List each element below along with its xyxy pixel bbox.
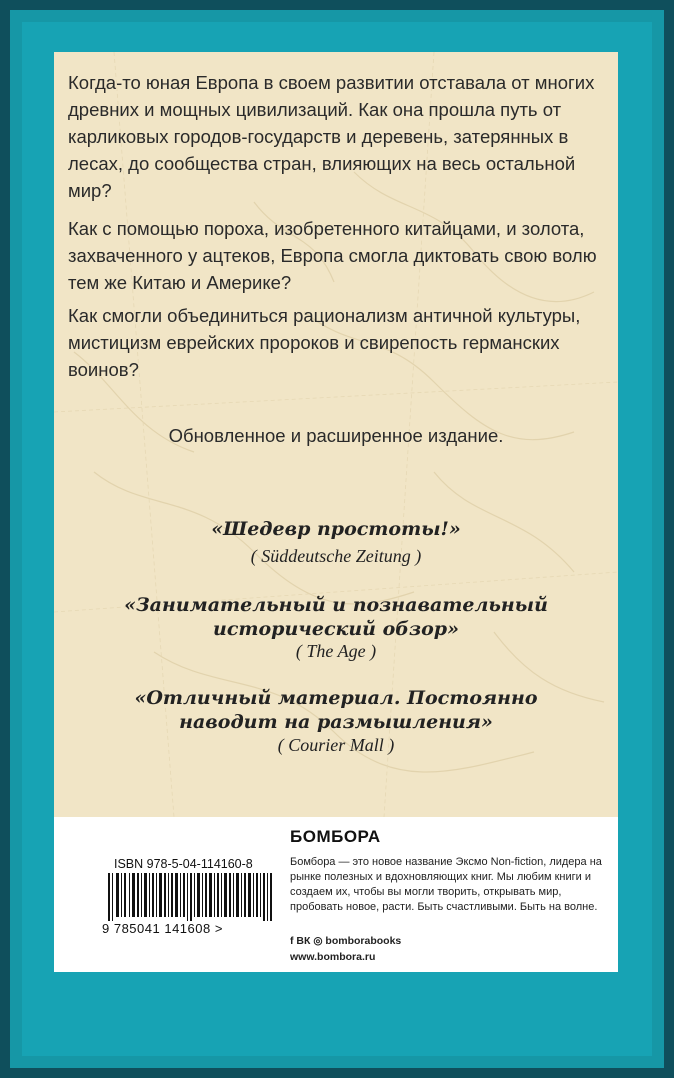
edition-note: Обновленное и расширенное издание. [168, 425, 504, 446]
quote-3-line-1: «Отличный материал. Постоянно [134, 687, 538, 709]
description-paragraph-2: Как с помощью пороха, изобретенного китайцами, и золота, захваченного у ацтеков, Европа смогла диктовать свою волю тем же Китаю и Америке? [68, 218, 597, 293]
quote-2-source: ( The Age ) [295, 641, 377, 661]
description-paragraph-3: Как смогли объединиться рационализм античной культуры, мистицизм еврейских пророков и свирепость германских воинов? [68, 305, 581, 380]
quote-2-line-2: исторический обзор» [213, 618, 459, 640]
social-handle: bomborabooks [325, 935, 402, 947]
isbn-label: ISBN 978-5-04-114160-8 [114, 857, 253, 871]
publisher-blurb: Бомбора — это новое название Эксмо Non-fiction, лидера на рынке полезных и вдохновляющих книг. Мы любим книги и создаем их, чтобы вы могли творить, открывать мир, пробовать новое, расти. Быть счастливыми. Быть на волне. [290, 856, 602, 913]
quote-1: «Шедевр простоты!» [211, 518, 461, 540]
quote-3-line-2: наводит на размышления» [179, 711, 493, 733]
social-links[interactable] [290, 935, 401, 947]
barcode-number: 9 785041 141608 > [102, 921, 223, 936]
barcode-icon [108, 873, 274, 921]
publisher-panel [54, 817, 618, 972]
publisher-logo: БОМБОРА [290, 827, 381, 846]
quote-3-source: ( Courier Mall ) [277, 735, 395, 755]
description-panel [54, 52, 618, 817]
quote-1-source: ( Süddeutsche Zeitung ) [250, 546, 422, 566]
description-paragraph-1: Когда-то юная Европа в своем развитии отставала от многих древних и мощных цивилизаций. Как она прошла путь от карликовых городов-государств и деревень, затерянных в лесах, до сообщества стран, влияющих на весь остальной мир? [68, 72, 595, 201]
website-link[interactable]: www.bombora.ru [290, 951, 376, 963]
social-icons: f ВК ◎ [290, 935, 323, 947]
quote-2-line-1: «Занимательный и познавательный [124, 594, 548, 616]
cover-bottom-border [54, 972, 618, 1032]
